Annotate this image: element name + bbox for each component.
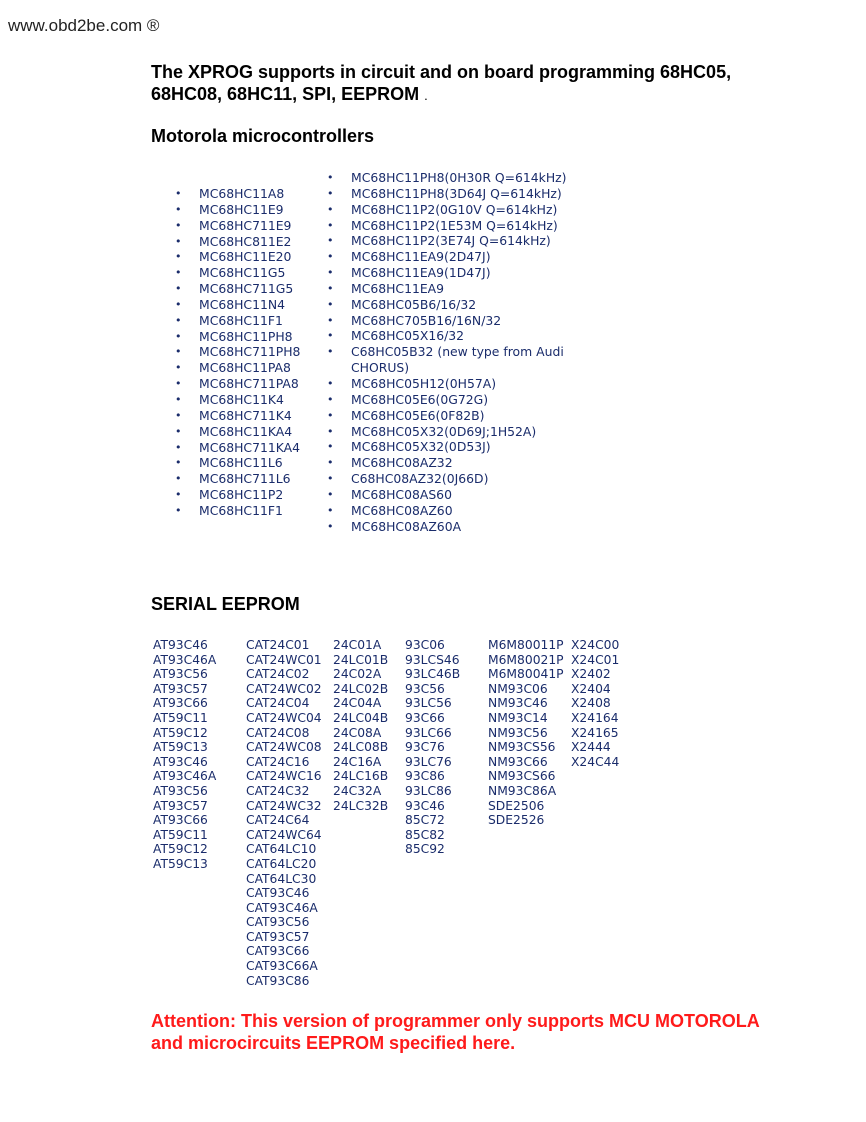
mcu-list-right xyxy=(327,170,566,534)
mcu-list-item: • MC68HC05X16/32 xyxy=(327,328,566,344)
eeprom-part: CAT24C01 xyxy=(246,638,310,652)
eeprom-part: 85C82 xyxy=(405,827,445,842)
eeprom-part: NM93C46 xyxy=(488,696,548,711)
mcu-list-item: • MC68HC08AZ60A xyxy=(327,519,566,535)
eeprom-part: AT59C11 xyxy=(153,710,208,725)
motorola-section-title: Motorola microcontrollers xyxy=(151,126,375,146)
mcu-list-item: • MC68HC11N4 xyxy=(175,297,300,313)
eeprom-part: CAT93C56 xyxy=(246,915,310,930)
mcu-list-item: • MC68HC05H12(0H57A) xyxy=(327,376,566,392)
eeprom-part: AT59C13 xyxy=(153,740,208,755)
eeprom-part: 93LC56 xyxy=(405,696,452,711)
eeprom-part: CAT93C66 xyxy=(246,944,310,959)
mcu-list-item: • MC68HC811E2 xyxy=(175,234,300,250)
eeprom-part: AT59C11 xyxy=(153,827,208,842)
eeprom-part: 93C76 xyxy=(405,740,445,755)
eeprom-part: AT93C46 xyxy=(153,754,208,769)
eeprom-part: AT93C57 xyxy=(153,681,208,696)
eeprom-part: CAT64LC30 xyxy=(246,871,317,886)
mcu-list-item: • MC68HC08AS60 xyxy=(327,487,566,503)
eeprom-part: CAT24WC04 xyxy=(246,710,322,725)
eeprom-part: 24C32A xyxy=(333,783,382,798)
eeprom-column-5 xyxy=(488,638,564,828)
eeprom-part: AT93C66 xyxy=(153,696,208,711)
mcu-list-item: • MC68HC11P2(1E53M Q=614kHz) xyxy=(327,218,566,234)
eeprom-part: 93LCS46 xyxy=(405,652,460,667)
eeprom-part: X2402 xyxy=(571,667,611,682)
mcu-list-item: • MC68HC705B16/16N/32 xyxy=(327,313,566,329)
mcu-list-item: • MC68HC11A8 xyxy=(175,186,300,202)
eeprom-part: 24C08A xyxy=(333,725,382,740)
eeprom-part: 24LC04B xyxy=(333,710,389,725)
heading-text: The XPROG supports in circuit and on board programming 68HC05, 68HC08, 68HC11, SPI, EEPROM xyxy=(151,62,732,104)
eeprom-part: 24C16A xyxy=(333,754,382,769)
eeprom-part: CAT93C57 xyxy=(246,929,310,944)
eeprom-part: 85C72 xyxy=(405,813,445,828)
eeprom-part: CAT24C04 xyxy=(246,696,310,711)
mcu-list-item: • MC68HC11P2(0G10V Q=614kHz) xyxy=(327,202,566,218)
eeprom-column-3 xyxy=(333,638,388,813)
eeprom-part: CAT93C46 xyxy=(246,886,310,901)
eeprom-part: 85C92 xyxy=(405,842,445,857)
mcu-list-item: • MC68HC711PH8 xyxy=(175,344,300,360)
site-watermark: www.obd2be.com ® xyxy=(8,16,160,35)
eeprom-part: 93LC86 xyxy=(405,783,452,798)
eeprom-part: 93C46 xyxy=(405,798,445,813)
mcu-list-item: • MC68HC08AZ32 xyxy=(327,455,566,471)
eeprom-part: CAT24WC08 xyxy=(246,740,322,755)
eeprom-part: M6M80021P xyxy=(488,652,564,667)
mcu-list-item: • MC68HC11P2(3E74J Q=614kHz) xyxy=(327,233,566,249)
eeprom-part: M6M80041P xyxy=(488,667,564,682)
eeprom-column-1 xyxy=(153,638,216,872)
attention-note: Attention: This version of programmer only supports MCU MOTOROLA and microcircuits EEPROM specified here. xyxy=(151,1011,760,1053)
mcu-list-item: • MC68HC11G5 xyxy=(175,265,300,281)
eeprom-part: 93LC66 xyxy=(405,725,452,740)
mcu-list-item: • MC68HC05X32(0D69J;1H52A) xyxy=(327,424,566,440)
mcu-list-item: • MC68HC711G5 xyxy=(175,281,300,297)
eeprom-part: CAT24C02 xyxy=(246,667,310,682)
mcu-list-item: • MC68HC11PH8(3D64J Q=614kHz) xyxy=(327,186,566,202)
mcu-list-item: • MC68HC11E20 xyxy=(175,249,300,265)
eeprom-column-4 xyxy=(405,638,460,857)
mcu-list-item: • MC68HC11EA9 xyxy=(327,281,566,297)
eeprom-part: X24164 xyxy=(571,710,619,725)
mcu-list-item: • MC68HC11F1 xyxy=(175,503,300,519)
eeprom-part: NM93C86A xyxy=(488,783,557,798)
mcu-list-item: • MC68HC711L6 xyxy=(175,471,300,487)
mcu-list-item: • MC68HC11L6 xyxy=(175,455,300,471)
eeprom-part: X24C00 xyxy=(571,638,620,652)
eeprom-part: CAT93C66A xyxy=(246,959,318,974)
eeprom-part: 93C06 xyxy=(405,638,445,652)
mcu-list-item: • MC68HC05E6(0G72G) xyxy=(327,392,566,408)
eeprom-part: CAT24WC01 xyxy=(246,652,322,667)
eeprom-part: 93C86 xyxy=(405,769,445,784)
mcu-list-item: • MC68HC11EA9(1D47J) xyxy=(327,265,566,281)
eeprom-part: CAT93C86 xyxy=(246,973,310,988)
eeprom-part: SDE2506 xyxy=(488,798,545,813)
mcu-list-item: • MC68HC11E9 xyxy=(175,202,300,218)
mcu-list-item: • MC68HC711KA4 xyxy=(175,440,300,456)
mcu-list-item: • MC68HC711PA8 xyxy=(175,376,300,392)
eeprom-part: CAT24C64 xyxy=(246,813,310,828)
eeprom-part: CAT24C08 xyxy=(246,725,310,740)
eeprom-part: 93LC76 xyxy=(405,754,452,769)
eeprom-part: 93C56 xyxy=(405,681,445,696)
mcu-list-item: • MC68HC11KA4 xyxy=(175,424,300,440)
eeprom-part: X24165 xyxy=(571,725,619,740)
eeprom-part: NM93C56 xyxy=(488,725,548,740)
eeprom-part: AT93C56 xyxy=(153,667,208,682)
eeprom-part: 24LC08B xyxy=(333,740,389,755)
eeprom-part: 24LC01B xyxy=(333,652,389,667)
mcu-list-item: • MC68HC711K4 xyxy=(175,408,300,424)
eeprom-part: CAT64LC10 xyxy=(246,842,317,857)
eeprom-column-2 xyxy=(246,638,322,988)
eeprom-part: AT93C46A xyxy=(153,769,217,784)
mcu-list-item: • C68HC08AZ32(0J66D) xyxy=(327,471,566,487)
eeprom-part: CAT24WC16 xyxy=(246,769,322,784)
eeprom-part: X2444 xyxy=(571,740,611,755)
eeprom-part: 24LC16B xyxy=(333,769,389,784)
eeprom-part: CAT24WC02 xyxy=(246,681,322,696)
mcu-list-item: • MC68HC05X32(0D53J) xyxy=(327,439,566,455)
eeprom-part: 24C02A xyxy=(333,667,382,682)
eeprom-part: X2404 xyxy=(571,681,611,696)
mcu-list-item: • MC68HC11EA9(2D47J) xyxy=(327,249,566,265)
eeprom-part: AT93C46A xyxy=(153,652,217,667)
eeprom-part: NM93C14 xyxy=(488,710,548,725)
mcu-list-item: • MC68HC08AZ60 xyxy=(327,503,566,519)
eeprom-part: CAT24C32 xyxy=(246,783,310,798)
mcu-list-item: • MC68HC05E6(0F82B) xyxy=(327,408,566,424)
eeprom-column-6 xyxy=(571,638,619,769)
eeprom-part: M6M80011P xyxy=(488,638,564,652)
page-heading xyxy=(151,61,791,107)
eeprom-part: 24LC02B xyxy=(333,681,389,696)
eeprom-part: CAT24WC32 xyxy=(246,798,322,813)
eeprom-part: 24C04A xyxy=(333,696,382,711)
eeprom-part: CAT24WC64 xyxy=(246,827,322,842)
mcu-list-item: • MC68HC11PH8(0H30R Q=614kHz) xyxy=(327,170,566,186)
eeprom-part: X2408 xyxy=(571,696,611,711)
eeprom-part: AT93C46 xyxy=(153,638,208,652)
eeprom-part: AT93C57 xyxy=(153,798,208,813)
mcu-list-left xyxy=(175,186,300,519)
eeprom-part: X24C01 xyxy=(571,652,620,667)
eeprom-part: NM93CS66 xyxy=(488,769,556,784)
eeprom-part: AT59C13 xyxy=(153,856,208,871)
eeprom-part: NM93C06 xyxy=(488,681,548,696)
eeprom-part: AT59C12 xyxy=(153,725,208,740)
eeprom-part: NM93CS56 xyxy=(488,740,556,755)
mcu-list-item: • MC68HC11K4 xyxy=(175,392,300,408)
eeprom-part: AT59C12 xyxy=(153,842,208,857)
eeprom-part: 24C01A xyxy=(333,638,382,652)
eeprom-section-title: SERIAL EEPROM xyxy=(151,594,300,614)
eeprom-part: SDE2526 xyxy=(488,813,545,828)
eeprom-part: X24C44 xyxy=(571,754,620,769)
mcu-list-item: • C68HC05B32 (new type from Audi CHORUS) xyxy=(327,344,566,376)
eeprom-part: CAT93C46A xyxy=(246,900,318,915)
eeprom-part: 93LC46B xyxy=(405,667,461,682)
eeprom-part: AT93C56 xyxy=(153,783,208,798)
eeprom-part: 93C66 xyxy=(405,710,445,725)
mcu-list-item: • MC68HC11F1 xyxy=(175,313,300,329)
eeprom-part: CAT24C16 xyxy=(246,754,310,769)
eeprom-part: AT93C66 xyxy=(153,813,208,828)
eeprom-part: 24LC32B xyxy=(333,798,389,813)
mcu-list-item: • MC68HC11PH8 xyxy=(175,329,300,345)
eeprom-part: NM93C66 xyxy=(488,754,548,769)
mcu-list-item: • MC68HC11PA8 xyxy=(175,360,300,376)
heading-trailing-dot: . xyxy=(424,88,428,103)
eeprom-part: CAT64LC20 xyxy=(246,856,317,871)
mcu-list-item: • MC68HC711E9 xyxy=(175,218,300,234)
mcu-list-item: • MC68HC11P2 xyxy=(175,487,300,503)
mcu-list-item: • MC68HC05B6/16/32 xyxy=(327,297,566,313)
